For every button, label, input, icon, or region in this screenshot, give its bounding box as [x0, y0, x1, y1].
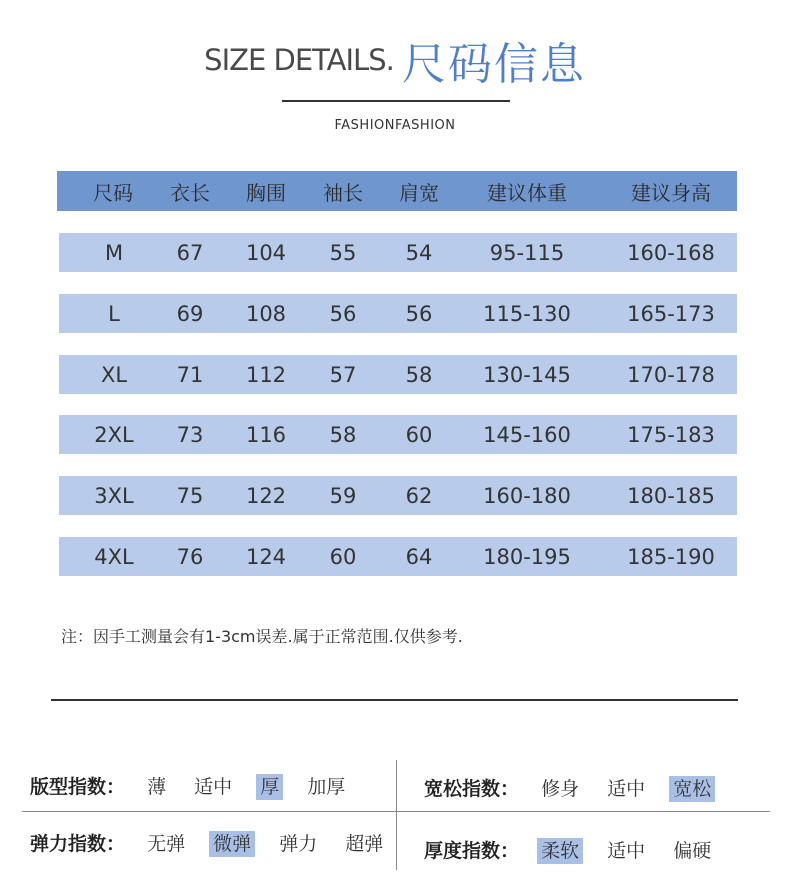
header-sleeve: 袖长	[323, 180, 363, 205]
thickness-option-selected: 柔软	[537, 838, 583, 864]
cell-sleeve: 56	[329, 301, 357, 326]
fit-index-label: 版型指数：	[30, 776, 126, 798]
thickness-option: 适中	[607, 840, 646, 862]
looseness-option: 适中	[607, 778, 646, 800]
cell-size: L	[108, 301, 120, 326]
cell-shoulder: 56	[405, 301, 433, 326]
table-row	[59, 233, 737, 272]
measurement-note: 注：因手工测量会有1-3cm误差.属于正常范围.仅供参考.	[61, 627, 463, 646]
page-title	[0, 28, 790, 92]
cell-height: 170-178	[627, 362, 715, 387]
cell-size: XL	[100, 362, 128, 387]
header-length: 衣长	[170, 180, 210, 205]
elasticity-option: 超弹	[345, 833, 384, 855]
looseness-index-label: 宽松指数：	[424, 778, 520, 800]
cell-length: 69	[176, 301, 204, 326]
cell-weight: 145-160	[483, 422, 571, 447]
cell-weight: 95-115	[489, 240, 565, 265]
cell-shoulder: 54	[405, 240, 433, 265]
cell-weight: 160-180	[483, 483, 571, 508]
cell-sleeve: 57	[329, 362, 357, 387]
cell-height: 180-185	[627, 483, 715, 508]
cell-length: 67	[176, 240, 204, 265]
thickness-option: 偏硬	[673, 840, 712, 862]
cell-sleeve: 60	[329, 544, 357, 569]
cell-height: 165-173	[627, 301, 715, 326]
cell-sleeve: 59	[329, 483, 357, 508]
cell-size: 2XL	[94, 422, 134, 447]
looseness-option: 修身	[541, 778, 580, 800]
cell-length: 76	[176, 544, 204, 569]
cell-size: M	[104, 240, 124, 265]
thickness-index-label: 厚度指数：	[424, 840, 520, 862]
title-underline	[282, 100, 510, 102]
cell-shoulder: 58	[405, 362, 433, 387]
cell-chest: 122	[245, 483, 287, 508]
cell-sleeve: 55	[329, 240, 357, 265]
header-chest: 胸围	[246, 180, 286, 205]
fit-option: 适中	[194, 776, 233, 798]
fit-option: 加厚	[307, 776, 346, 798]
table-header	[57, 171, 737, 211]
cell-size: 3XL	[94, 483, 134, 508]
cell-chest: 112	[245, 362, 287, 387]
cell-shoulder: 60	[405, 422, 433, 447]
cell-chest: 116	[245, 422, 287, 447]
cell-shoulder: 64	[405, 544, 433, 569]
section-divider	[51, 699, 738, 701]
looseness-option-selected: 宽松	[669, 776, 715, 802]
cell-height: 160-168	[627, 240, 715, 265]
elasticity-option: 弹力	[279, 833, 318, 855]
cell-shoulder: 62	[405, 483, 433, 508]
elasticity-index	[30, 829, 401, 857]
cell-length: 75	[176, 483, 204, 508]
table-row	[59, 476, 737, 515]
fit-index	[30, 772, 363, 800]
subtitle: FASHIONFASHION	[334, 118, 456, 133]
cell-length: 73	[176, 422, 204, 447]
cell-chest: 108	[245, 301, 287, 326]
thickness-index	[424, 836, 729, 864]
cell-weight: 130-145	[483, 362, 571, 387]
cell-weight: 115-130	[483, 301, 571, 326]
title-english: SIZE DETAILS.	[204, 43, 394, 77]
cell-chest: 104	[245, 240, 287, 265]
looseness-index	[424, 774, 729, 802]
cell-sleeve: 58	[329, 422, 357, 447]
title-chinese: 尺码信息	[401, 39, 586, 90]
table-row	[59, 294, 737, 333]
header-height: 建议身高	[631, 180, 711, 205]
cell-weight: 180-195	[483, 544, 571, 569]
table-row	[59, 355, 737, 394]
cell-size: 4XL	[94, 544, 134, 569]
table-row	[59, 537, 737, 576]
cell-length: 71	[176, 362, 204, 387]
fit-option-selected: 厚	[256, 774, 283, 800]
fit-option: 薄	[147, 776, 167, 798]
elasticity-option-selected: 微弹	[209, 831, 255, 857]
cell-height: 185-190	[627, 544, 715, 569]
elasticity-index-label: 弹力指数：	[30, 833, 126, 855]
header-weight: 建议体重	[487, 180, 567, 205]
header-shoulder: 肩宽	[399, 180, 439, 205]
header-size: 尺码	[93, 180, 133, 205]
cell-height: 175-183	[627, 422, 715, 447]
cell-chest: 124	[245, 544, 287, 569]
elasticity-option: 无弹	[147, 833, 186, 855]
table-row	[59, 415, 737, 454]
